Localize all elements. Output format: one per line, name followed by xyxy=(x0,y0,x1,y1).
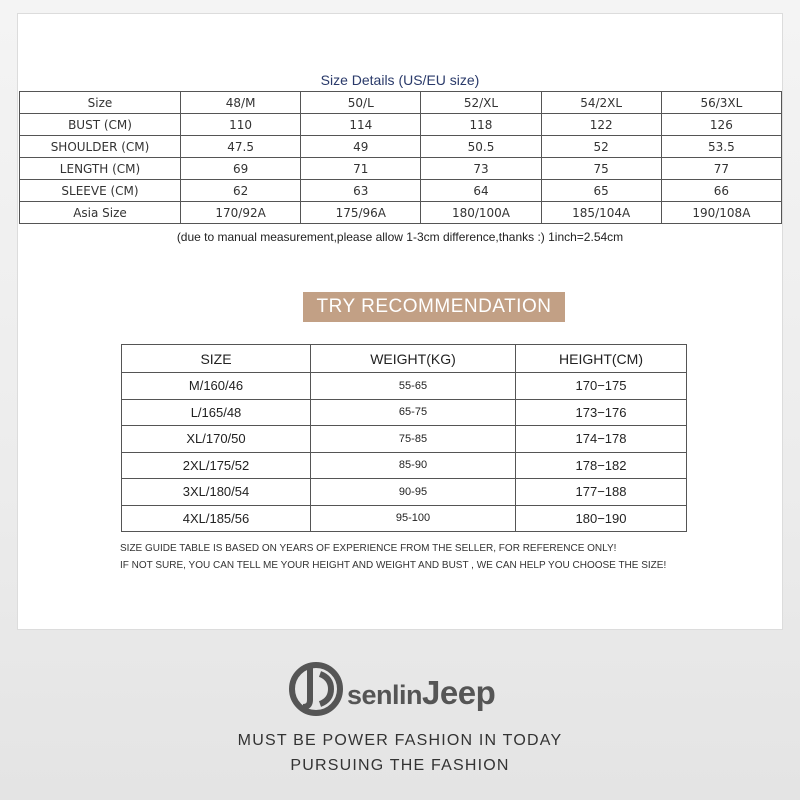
recommendation-cell: 90-95 xyxy=(311,479,516,506)
recommendation-cell: 75-85 xyxy=(311,426,516,453)
recommendation-header-cell: HEIGHT(CM) xyxy=(516,345,687,373)
recommendation-cell: 174−178 xyxy=(516,426,687,453)
size-details-cell: 126 xyxy=(661,114,781,136)
recommendation-cell: 2XL/175/52 xyxy=(122,452,311,479)
recommendation-cell: 55-65 xyxy=(311,373,516,400)
brand-emblem-icon xyxy=(289,660,345,718)
recommendation-cell: 173−176 xyxy=(516,399,687,426)
recommendation-row xyxy=(122,505,687,532)
try-recommendation-banner: TRY RECOMMENDATION xyxy=(303,292,565,322)
recommendation-row xyxy=(122,452,687,479)
size-details-label-cell: LENGTH (CM) xyxy=(20,158,181,180)
brand-name-big: Jeep xyxy=(422,674,496,711)
measurement-note: (due to manual measurement,please allow 1-3cm difference,thanks :) 1inch=2.54cm xyxy=(176,230,624,244)
recommendation-cell: 95-100 xyxy=(311,505,516,532)
slogan-line-2: PURSUING THE FASHION xyxy=(290,757,510,774)
size-details-cell: 71 xyxy=(301,158,421,180)
size-details-cell: 52/XL xyxy=(421,92,541,114)
size-details-cell: 54/2XL xyxy=(541,92,661,114)
size-details-cell: 69 xyxy=(181,158,301,180)
size-details-label-cell: SLEEVE (CM) xyxy=(20,180,181,202)
size-details-cell: 73 xyxy=(421,158,541,180)
recommendation-cell: M/160/46 xyxy=(122,373,311,400)
brand-logo xyxy=(289,660,539,718)
recommendation-table xyxy=(121,344,687,532)
size-details-cell: 114 xyxy=(301,114,421,136)
size-details-cell: 65 xyxy=(541,180,661,202)
size-details-row xyxy=(20,202,782,224)
size-details-row xyxy=(20,180,782,202)
size-details-cell: 66 xyxy=(661,180,781,202)
size-guide-line-2: IF NOT SURE, YOU CAN TELL ME YOUR HEIGHT AND WEIGHT AND BUST , WE CAN HELP YOU CHOOSE THE SIZE! xyxy=(120,560,667,571)
recommendation-cell: 4XL/185/56 xyxy=(122,505,311,532)
size-details-cell: 75 xyxy=(541,158,661,180)
size-details-cell: 50.5 xyxy=(421,136,541,158)
recommendation-row xyxy=(122,479,687,506)
recommendation-cell: 180−190 xyxy=(516,505,687,532)
recommendation-cell: 178−182 xyxy=(516,452,687,479)
size-details-cell: 52 xyxy=(541,136,661,158)
recommendation-row xyxy=(122,373,687,400)
recommendation-cell: L/165/48 xyxy=(122,399,311,426)
recommendation-cell: 65-75 xyxy=(311,399,516,426)
recommendation-row xyxy=(122,426,687,453)
size-details-cell: 56/3XL xyxy=(661,92,781,114)
size-details-cell: 53.5 xyxy=(661,136,781,158)
size-details-label-cell: Asia Size xyxy=(20,202,181,224)
size-details-label-cell: BUST (CM) xyxy=(20,114,181,136)
size-details-label-cell: Size xyxy=(20,92,181,114)
recommendation-cell: 170−175 xyxy=(516,373,687,400)
size-details-cell: 170/92A xyxy=(181,202,301,224)
size-details-cell: 175/96A xyxy=(301,202,421,224)
size-details-cell: 180/100A xyxy=(421,202,541,224)
size-details-title: Size Details (US/EU size) xyxy=(320,72,480,88)
recommendation-header-cell: SIZE xyxy=(122,345,311,373)
size-details-cell: 64 xyxy=(421,180,541,202)
size-details-row xyxy=(20,114,782,136)
recommendation-cell: 177−188 xyxy=(516,479,687,506)
size-details-cell: 50/L xyxy=(301,92,421,114)
size-chart-card xyxy=(17,13,783,630)
size-details-row xyxy=(20,136,782,158)
size-details-cell: 48/M xyxy=(181,92,301,114)
recommendation-cell: XL/170/50 xyxy=(122,426,311,453)
size-details-row xyxy=(20,92,782,114)
size-details-cell: 62 xyxy=(181,180,301,202)
recommendation-cell: 85-90 xyxy=(311,452,516,479)
size-guide-line-1: SIZE GUIDE TABLE IS BASED ON YEARS OF EXPERIENCE FROM THE SELLER, FOR REFERENCE ONLY! xyxy=(120,543,617,554)
size-details-label-cell: SHOULDER (CM) xyxy=(20,136,181,158)
size-details-cell: 190/108A xyxy=(661,202,781,224)
size-details-cell: 185/104A xyxy=(541,202,661,224)
recommendation-cell: 3XL/180/54 xyxy=(122,479,311,506)
recommendation-row xyxy=(122,399,687,426)
size-details-cell: 47.5 xyxy=(181,136,301,158)
brand-name-small: senlin xyxy=(347,680,423,710)
size-details-table xyxy=(19,91,782,224)
size-details-cell: 118 xyxy=(421,114,541,136)
size-details-cell: 122 xyxy=(541,114,661,136)
size-details-cell: 49 xyxy=(301,136,421,158)
size-details-cell: 77 xyxy=(661,158,781,180)
size-details-cell: 63 xyxy=(301,180,421,202)
recommendation-header-cell: WEIGHT(KG) xyxy=(311,345,516,373)
brand-name xyxy=(347,674,495,712)
size-details-row xyxy=(20,158,782,180)
recommendation-header-row xyxy=(122,345,687,373)
slogan-line-1: MUST BE POWER FASHION IN TODAY xyxy=(237,732,563,749)
size-details-cell: 110 xyxy=(181,114,301,136)
